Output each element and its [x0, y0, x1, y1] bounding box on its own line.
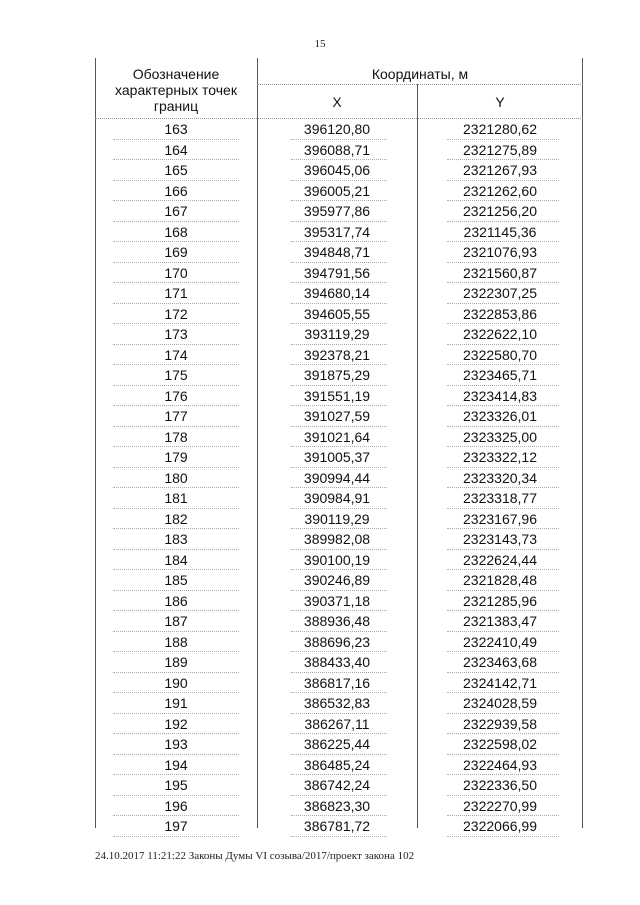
point-id-cell: 170 [164, 264, 188, 281]
y-coordinate-cell: 2321383,47 [463, 613, 537, 629]
table-row [95, 119, 583, 140]
point-id-cell: 188 [164, 633, 188, 650]
y-coordinate-cell: 2322939,58 [463, 715, 537, 732]
y-coordinate-cell: 2322270,99 [463, 797, 537, 814]
table-row [95, 775, 583, 796]
table-row [95, 755, 583, 776]
table-row [95, 160, 583, 181]
y-coordinate-cell: 2321076,93 [463, 244, 537, 260]
table-row [95, 406, 583, 427]
x-coordinate-cell: 390119,29 [304, 510, 370, 527]
point-id-cell: 167 [164, 203, 188, 219]
x-coordinate-cell: 395317,74 [303, 223, 371, 240]
x-coordinate-cell: 394791,56 [303, 264, 371, 281]
table-row [95, 304, 583, 325]
y-coordinate-cell: 2322336,50 [463, 777, 537, 793]
table-row [95, 488, 583, 509]
y-coordinate-cell: 2322307,25 [463, 285, 537, 301]
header-point-designation: Обозначение характерных точек границ [115, 66, 237, 114]
table-row [95, 509, 583, 530]
x-coordinate-cell: 390984,91 [303, 490, 371, 506]
y-coordinate-cell: 2323414,83 [463, 387, 537, 404]
x-coordinate-cell: 393119,29 [304, 326, 370, 342]
table-row [95, 529, 583, 550]
table-row [95, 570, 583, 591]
y-coordinate-cell: 2322622,10 [463, 326, 537, 342]
table-row [95, 816, 583, 837]
x-coordinate-cell: 391027,59 [303, 408, 371, 424]
y-coordinate-cell: 2323463,68 [463, 654, 537, 670]
table-row [95, 468, 583, 489]
point-id-cell: 180 [164, 469, 188, 486]
point-id-cell: 193 [164, 736, 188, 752]
coordinates-table [95, 58, 583, 834]
table-row [95, 550, 583, 571]
y-coordinate-cell: 2322580,70 [463, 346, 537, 363]
x-coordinate-cell: 394848,71 [303, 244, 371, 260]
table-row [95, 652, 583, 673]
cell-underline [113, 836, 239, 837]
x-coordinate-cell: 386742,24 [303, 777, 371, 793]
table-body [95, 119, 583, 837]
y-coordinate-cell: 2321262,60 [463, 182, 537, 199]
y-coordinate-cell: 2323326,01 [463, 408, 537, 424]
cell-underline [291, 836, 387, 837]
y-coordinate-cell: 2321256,20 [463, 203, 537, 219]
x-coordinate-cell: 396005,21 [303, 182, 371, 199]
x-coordinate-cell: 386817,16 [303, 674, 371, 691]
x-coordinate-cell: 388936,48 [303, 613, 371, 629]
point-id-cell: 181 [164, 490, 188, 506]
y-coordinate-cell: 2323167,96 [463, 510, 537, 527]
y-coordinate-cell: 2321285,96 [463, 592, 537, 609]
point-id-cell: 169 [164, 244, 188, 260]
point-id-cell: 174 [164, 346, 188, 363]
y-coordinate-cell: 2321145,36 [463, 223, 537, 240]
y-coordinate-cell: 2322853,86 [463, 305, 537, 322]
y-coordinate-cell: 2323320,34 [463, 469, 537, 486]
point-id-cell: 183 [164, 531, 188, 547]
table-row [95, 591, 583, 612]
x-coordinate-cell: 391551,19 [303, 387, 371, 404]
point-id-cell: 163 [164, 121, 188, 137]
table-row [95, 283, 583, 304]
table-row [95, 714, 583, 735]
header-divider [257, 84, 583, 85]
cell-underline [447, 836, 559, 837]
table-row [95, 734, 583, 755]
y-coordinate-cell: 2323322,12 [463, 449, 537, 465]
y-coordinate-cell: 2321280,62 [463, 121, 537, 137]
table-row [95, 365, 583, 386]
x-coordinate-cell: 395977,86 [303, 203, 371, 219]
point-id-cell: 194 [164, 756, 188, 773]
point-id-cell: 191 [164, 695, 188, 711]
x-coordinate-cell: 394605,55 [303, 305, 371, 322]
point-id-cell: 175 [164, 367, 188, 383]
x-coordinate-cell: 386532,83 [303, 695, 371, 711]
x-coordinate-cell: 391005,37 [303, 449, 371, 465]
table-row [95, 632, 583, 653]
y-coordinate-cell: 2321560,87 [463, 264, 537, 281]
y-coordinate-cell: 2322624,44 [463, 551, 537, 568]
point-id-cell: 179 [164, 449, 188, 465]
point-id-cell: 164 [164, 141, 188, 158]
header-x: X [332, 94, 342, 110]
table-row [95, 427, 583, 448]
point-id-cell: 196 [164, 797, 188, 814]
table-row [95, 201, 583, 222]
table-row [95, 673, 583, 694]
table-row [95, 140, 583, 161]
y-coordinate-cell: 2323143,73 [463, 531, 537, 547]
x-coordinate-cell: 386485,24 [303, 756, 371, 773]
footer-stamp: 24.10.2017 11:21:22 Законы Думы VI созыва/2017/проект закона 102 [95, 850, 415, 862]
point-id-cell: 182 [164, 510, 188, 527]
x-coordinate-cell: 388696,23 [303, 633, 371, 650]
point-id-cell: 184 [164, 551, 188, 568]
x-coordinate-cell: 392378,21 [303, 346, 371, 363]
x-coordinate-cell: 396045,06 [303, 162, 371, 178]
y-coordinate-cell: 2322598,02 [463, 736, 537, 752]
x-coordinate-cell: 386267,11 [304, 715, 370, 732]
y-coordinate-cell: 2322066,99 [463, 818, 537, 834]
y-coordinate-cell: 2322410,49 [463, 633, 537, 650]
table-row [95, 796, 583, 817]
point-id-cell: 176 [164, 387, 188, 404]
x-coordinate-cell: 390246,89 [303, 572, 371, 588]
table-row [95, 263, 583, 284]
y-coordinate-cell: 2321828,48 [463, 572, 537, 588]
x-coordinate-cell: 386781,72 [303, 818, 371, 834]
point-id-cell: 173 [164, 326, 188, 342]
x-coordinate-cell: 396120,80 [303, 121, 371, 137]
point-id-cell: 192 [164, 715, 188, 732]
point-id-cell: 186 [164, 592, 188, 609]
table-row [95, 242, 583, 263]
x-coordinate-cell: 391021,64 [303, 428, 371, 445]
y-coordinate-cell: 2323465,71 [463, 367, 537, 383]
x-coordinate-cell: 386225,44 [303, 736, 371, 752]
y-coordinate-cell: 2321267,93 [463, 162, 537, 178]
table-row [95, 222, 583, 243]
header-y: Y [495, 94, 505, 110]
y-coordinate-cell: 2323318,77 [463, 490, 537, 506]
point-id-cell: 197 [164, 818, 188, 834]
x-coordinate-cell: 396088,71 [303, 141, 371, 158]
y-coordinate-cell: 2321275,89 [463, 141, 537, 158]
point-id-cell: 166 [164, 182, 188, 199]
x-coordinate-cell: 394680,14 [303, 285, 371, 301]
table-row [95, 447, 583, 468]
x-coordinate-cell: 388433,40 [303, 654, 371, 670]
table-row [95, 386, 583, 407]
x-coordinate-cell: 390371,18 [303, 592, 371, 609]
header-coordinates: Координаты, м [371, 66, 469, 82]
table-row [95, 611, 583, 632]
point-id-cell: 168 [164, 223, 188, 240]
point-id-cell: 171 [164, 285, 188, 301]
table-row [95, 181, 583, 202]
y-coordinate-cell: 2322464,93 [463, 756, 537, 773]
x-coordinate-cell: 390100,19 [303, 551, 371, 568]
x-coordinate-cell: 390994,44 [303, 469, 371, 486]
point-id-cell: 190 [164, 674, 188, 691]
point-id-cell: 178 [164, 428, 188, 445]
x-coordinate-cell: 389982,08 [303, 531, 371, 547]
x-coordinate-cell: 391875,29 [303, 367, 371, 383]
point-id-cell: 195 [164, 777, 188, 793]
point-id-cell: 187 [164, 613, 188, 629]
table-row [95, 693, 583, 714]
table-row [95, 324, 583, 345]
point-id-cell: 185 [164, 572, 188, 588]
point-id-cell: 165 [164, 162, 188, 178]
point-id-cell: 177 [164, 408, 188, 424]
table-row [95, 345, 583, 366]
point-id-cell: 172 [164, 305, 188, 322]
y-coordinate-cell: 2324142,71 [463, 674, 537, 691]
y-coordinate-cell: 2324028,59 [463, 695, 537, 711]
page-number: 15 [314, 38, 326, 50]
point-id-cell: 189 [164, 654, 188, 670]
x-coordinate-cell: 386823,30 [303, 797, 371, 814]
y-coordinate-cell: 2323325,00 [463, 428, 537, 445]
